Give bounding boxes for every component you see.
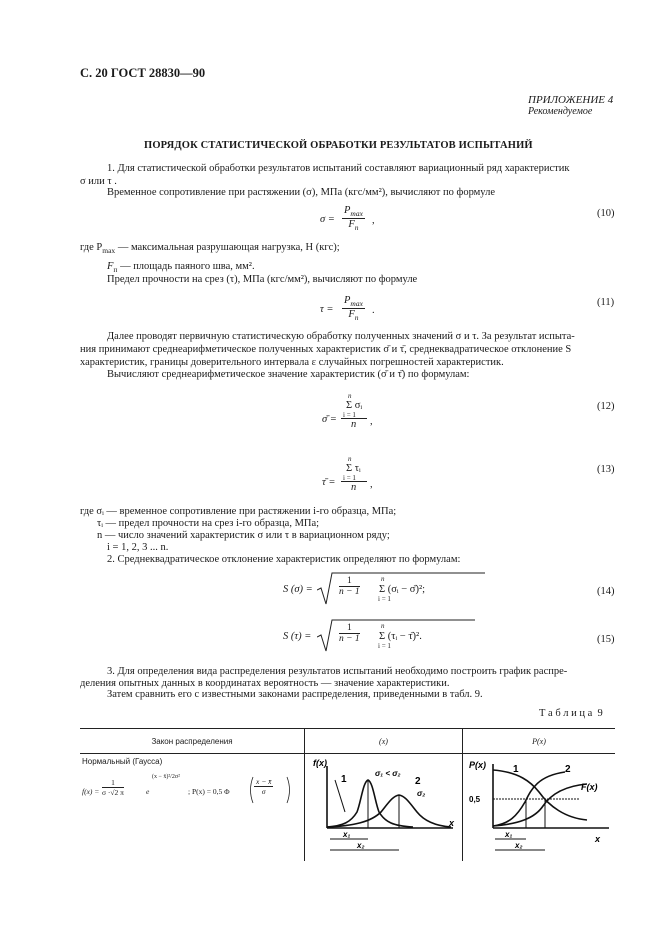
law-name: Нормальный (Гаусса): [82, 757, 163, 766]
formula-12-number: (12): [597, 401, 615, 412]
graph-fx-cell: [305, 754, 463, 862]
para-1-line2: σ или τ .: [80, 176, 117, 187]
graph2-x1: x₁: [505, 830, 513, 839]
cumulative-graph: [469, 756, 619, 856]
density-graph: [313, 756, 459, 856]
def-sigma-i: где σᵢ — временное сопротивление при растяжении i-го образца, МПа;: [80, 506, 397, 517]
formula-13-denominator: n: [351, 482, 357, 493]
formula-10-lhs: σ =: [320, 214, 335, 225]
para-1-line1: 1. Для статистической обработки результатов испытаний составляют вариационный ряд характеристик: [107, 163, 570, 174]
distribution-table: [80, 728, 615, 861]
formula-12-lhs: σ̄ =: [322, 414, 337, 425]
graph1-x1: x₁: [343, 830, 351, 839]
formula-10-tail: ,: [372, 215, 375, 226]
def-n: n — число значений характеристик σ или τ в вариационном ряду;: [97, 530, 390, 541]
def-i: i = 1, 2, 3 ... n.: [107, 542, 169, 553]
para-4-line3: характеристик, границы доверительного интервала ε случайных погрешностей характеристик.: [80, 357, 504, 368]
formula-14-number: (14): [597, 586, 615, 597]
formula-13-numerator: Σ τᵢ: [346, 463, 361, 474]
table-header-row: [80, 729, 615, 754]
para-7-line1: 3. Для определения вида распределения результатов испытаний необходимо построить график распре-: [107, 666, 568, 677]
formula-11-lhs: τ =: [320, 304, 334, 315]
paren-right: [286, 776, 292, 804]
para-3: Предел прочности на срез (τ), МПа (кгс/мм²), вычисляют по формуле: [107, 274, 418, 285]
table-caption: Т а б л и ц а 9: [539, 708, 603, 719]
where-fp: $F_п$ — площадь паяного шва, мм².: [107, 261, 255, 275]
formula-12-numerator: Σ σᵢ: [346, 400, 363, 411]
graph1-sigma-rel: σ₁ < σ₂: [375, 769, 401, 778]
graph2-curve1: 1: [513, 764, 519, 775]
graph2-ylabel: P(x): [469, 760, 487, 770]
graph2-level: 0,5: [469, 795, 481, 804]
formula-15-fraction: $\frac{1}{n - 1}$: [339, 623, 360, 644]
graph1-ylabel: f(x): [313, 758, 327, 768]
graph-px-cell: [463, 754, 616, 862]
page-title: ПОРЯДОК СТАТИСТИЧЕСКОЙ ОБРАБОТКИ РЕЗУЛЬТАТОВ ИСПЫТАНИЙ: [144, 140, 533, 151]
graph2-xlabel: x: [595, 834, 601, 844]
header-law: Закон распределения: [80, 729, 305, 754]
appendix-status: Рекомендуемое: [528, 106, 593, 117]
header-fx: (x): [305, 729, 463, 754]
where-pmax: где $P_{max}$ — максимальная разрушающая нагрузка, Н (кгс);: [80, 242, 340, 256]
formula-13-lhs: τ̄ =: [322, 477, 336, 488]
graph1-xlabel: x: [449, 818, 455, 828]
formula-12-denominator: n: [351, 419, 357, 430]
formula-11-number: (11): [597, 297, 615, 308]
para-5: Вычисляют среднеарифметическое значение характеристик (σ̄ и τ̄) по формулам:: [107, 369, 470, 380]
graph1-x2: x₂: [357, 841, 365, 850]
page-ref: С. 20 ГОСТ 28830—90: [80, 66, 206, 80]
formula-15-number: (15): [597, 634, 615, 645]
graph2-curve2: 2: [565, 764, 571, 775]
formula-10-number: (10): [597, 208, 615, 219]
para-2: Временное сопротивление при растяжении (σ), МПа (кгс/мм²), вычисляют по формуле: [107, 187, 495, 198]
formula-14-fraction: $\frac{1}{n - 1}$: [339, 576, 360, 597]
formula-11-fraction: $P_{max}$ $F_п$: [344, 295, 363, 323]
formula-13-number: (13): [597, 464, 615, 475]
law-cell: [80, 754, 305, 862]
para-7-line2: деления опытных данных в координатах вероятность — значение характеристики.: [80, 678, 450, 689]
para-4-line1: Далее проводят первичную статистическую обработку полученных значений σ и τ. За результат испыта-: [107, 331, 575, 342]
appendix-label: ПРИЛОЖЕНИЕ 4: [528, 94, 614, 106]
formula-11-tail: .: [372, 305, 375, 316]
graph2-x2: x₂: [515, 841, 523, 850]
graph2-fx-label: F(x): [581, 782, 598, 792]
law-formula: f(x) = $\frac{1}{\sigma \cdot√2 \pi}$ e (x − x̄)²/2σ² ; P(x) = 0,5 Φ $\frac{x - x̄}{\sigma}$: [82, 774, 302, 814]
graph1-sigma2: σ₂: [417, 789, 426, 798]
para-8: Затем сравнить его с известными законами распределения, приведенными в табл. 9.: [107, 689, 483, 700]
graph1-curve2: 2: [415, 776, 421, 787]
def-tau-i: τᵢ — предел прочности на срез i-го образца, МПа;: [97, 518, 320, 529]
para-4-line2: ния принимают среднеарифметическое полученных характеристик σ̄ и τ̄, среднеквадратическое отклонение S: [80, 344, 572, 355]
formula-15: S (τ) = $\frac{1}{n - 1}$ n Σ (τᵢ − τ̄)². i = 1: [283, 619, 483, 655]
formula-14: S (σ) = $\frac{1}{n - 1}$ n Σ (σᵢ − σ̄)²; i = 1: [283, 572, 483, 608]
header-px: P(x): [463, 729, 616, 754]
para-6: 2. Среднеквадратическое отклонение характеристик определяют по формулам:: [107, 554, 461, 565]
formula-10-fraction: $P_{max}$ $F_п$: [344, 205, 363, 233]
table-row: [80, 754, 615, 862]
graph1-curve1: 1: [341, 774, 347, 785]
